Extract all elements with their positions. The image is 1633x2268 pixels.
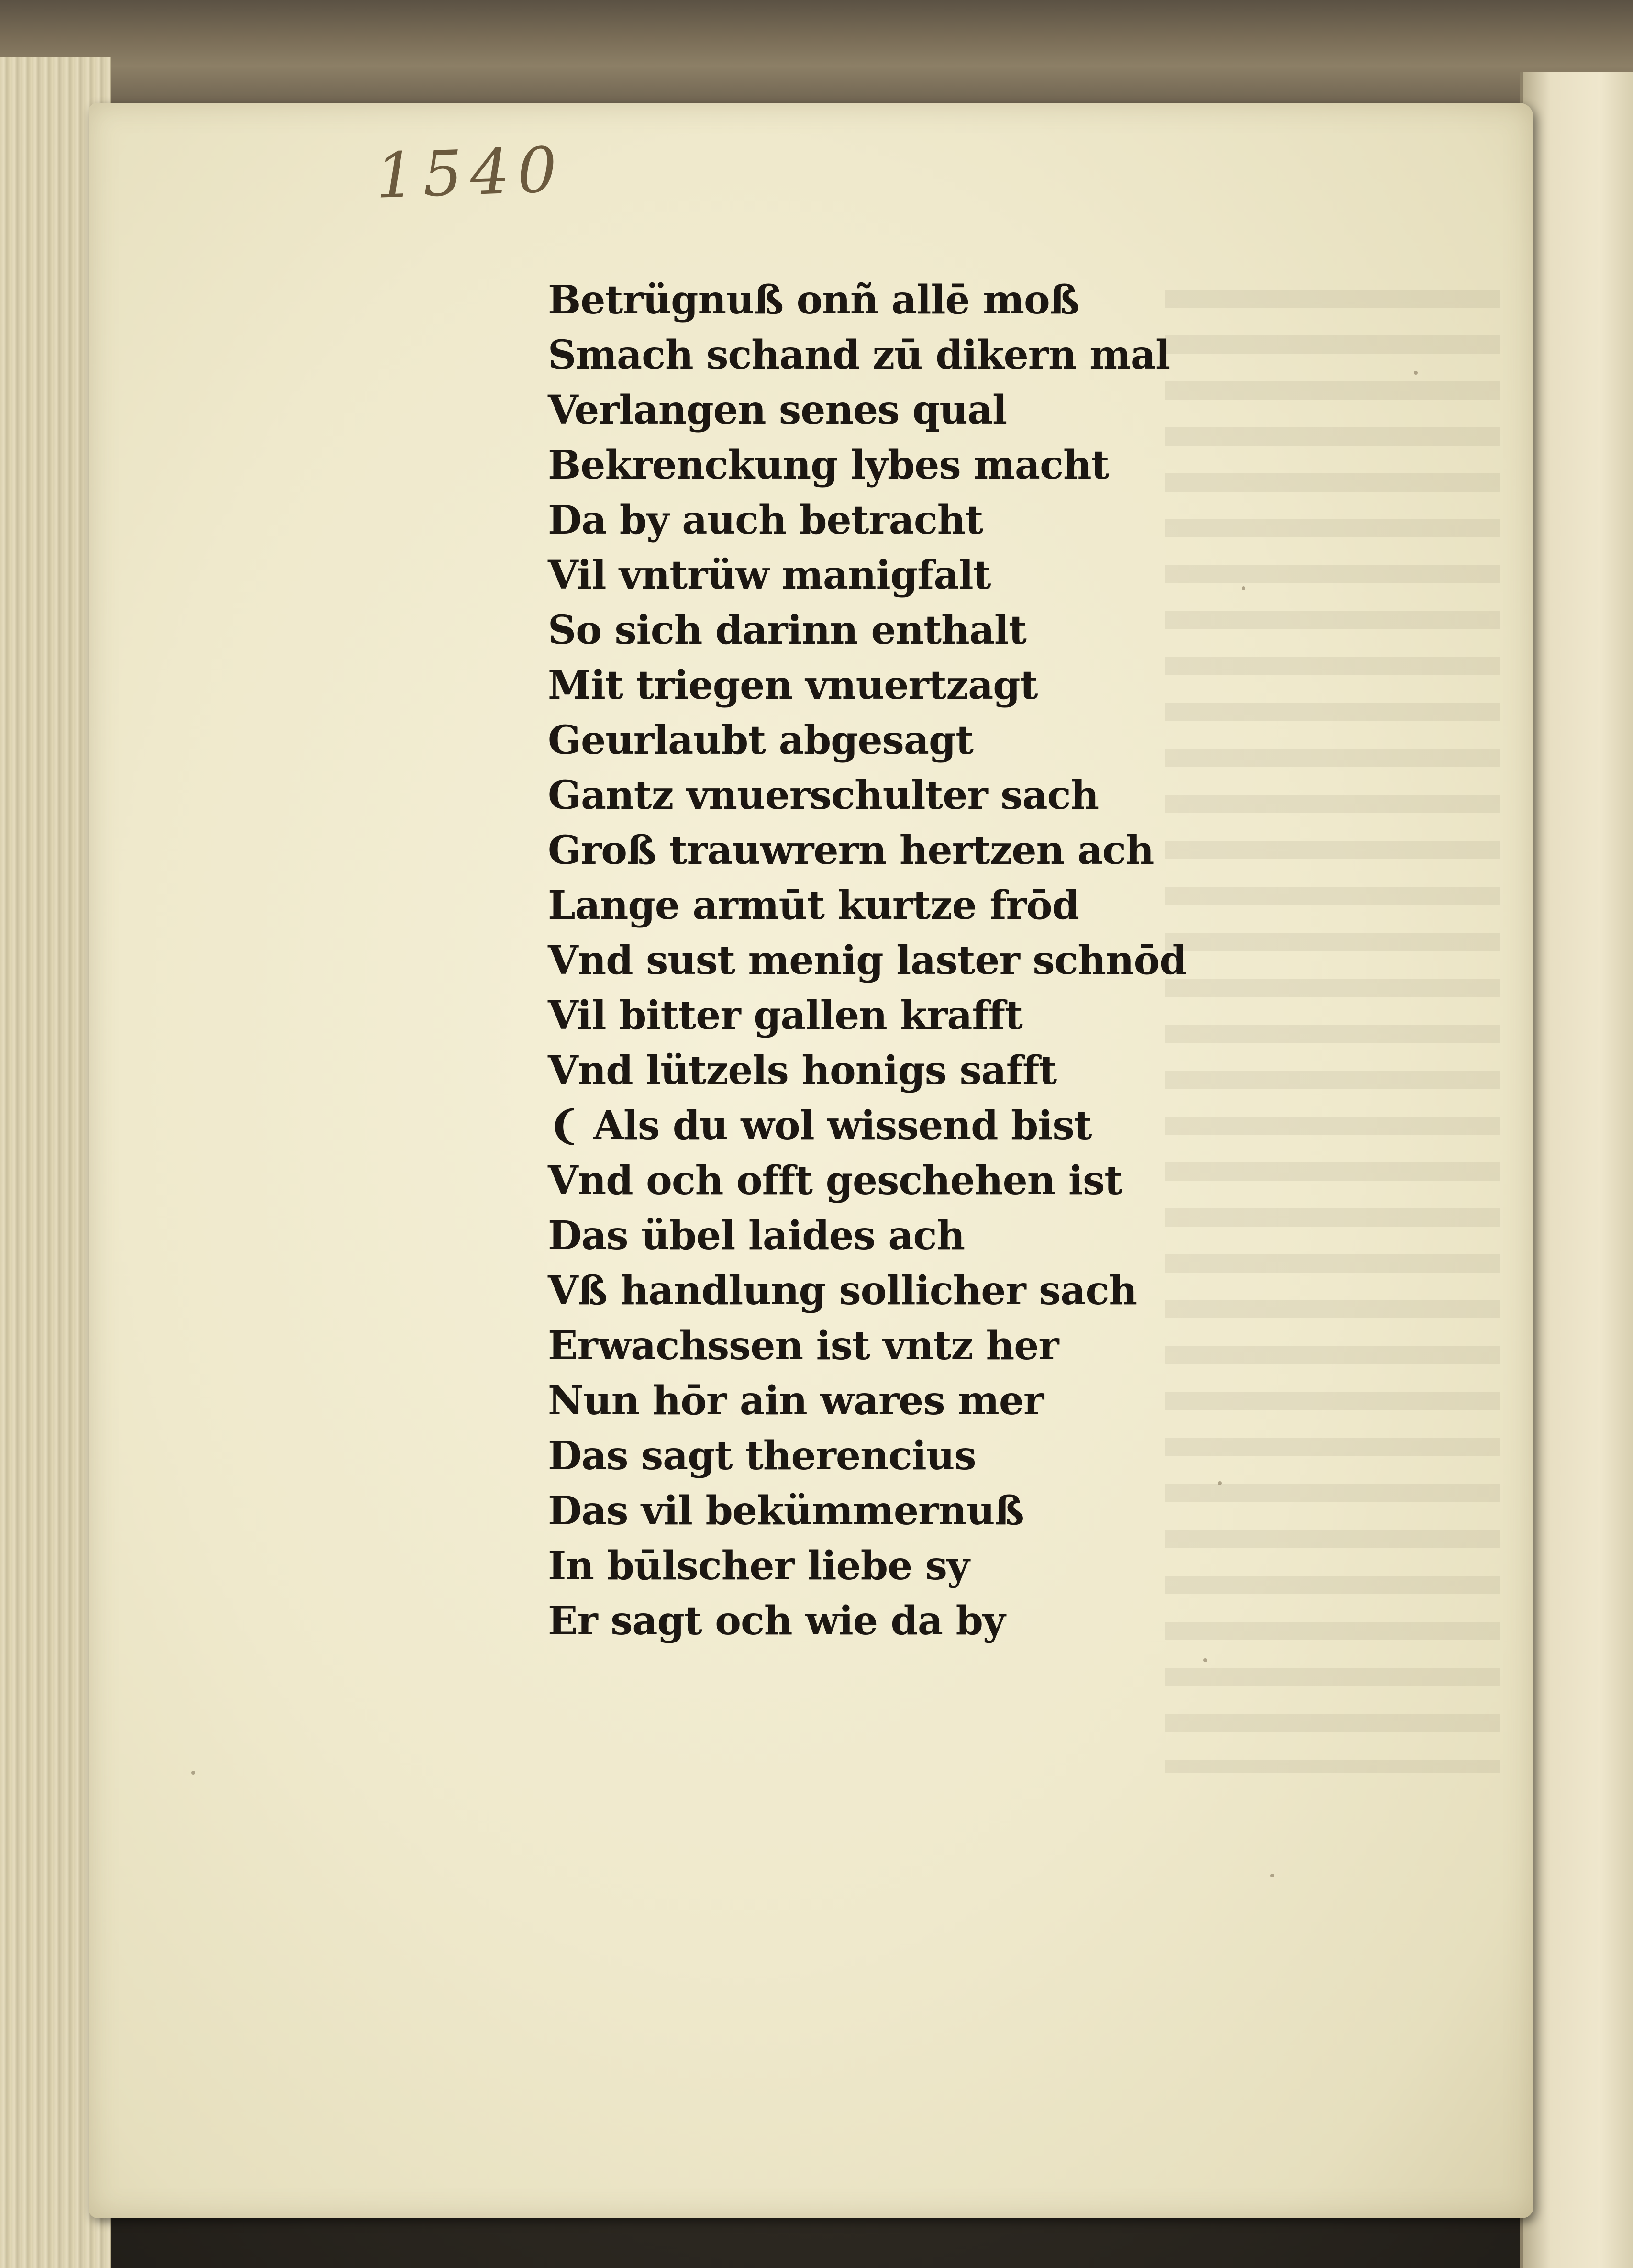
verse-line: ❨ Als du wol wissend bist [548, 1103, 1092, 1149]
verse-line: In būlscher liebe sy [548, 1543, 969, 1589]
verse-line: Vil bitter gallen krafft [548, 993, 1022, 1039]
verse-line: Vnd lützels honigs safft [548, 1048, 1057, 1094]
verse-text-block [548, 273, 1187, 1649]
binding-top-edge [0, 0, 1633, 110]
paper-speck [1414, 371, 1418, 375]
verse-line: Nun hōr ain wares mer [548, 1378, 1044, 1424]
verse-line: Lange armūt kurtze frōd [548, 883, 1079, 928]
verse-line: Betrügnuß onñ allē moß [548, 277, 1079, 323]
verse-line: Mit triegen vnuertzagt [548, 662, 1038, 708]
verse-line: Smach schand zū dikern mal [548, 332, 1170, 378]
paper-speck [1270, 1874, 1274, 1877]
right-facing-leaf [1520, 72, 1633, 2268]
page-leaf [89, 103, 1533, 2218]
verse-line: Vnd och offt geschehen ist [548, 1158, 1122, 1204]
verse-line: Vß handlung sollicher sach [548, 1268, 1137, 1314]
verse-line: Das sagt therencius [548, 1433, 976, 1479]
verse-line: Da by auch betracht [548, 497, 983, 543]
paper-speck [191, 1771, 195, 1775]
verse-line: Erwachssen ist vntz her [548, 1323, 1059, 1369]
verse-line: Das übel laides ach [548, 1213, 965, 1259]
handwritten-date-annotation: 1540 [374, 133, 566, 212]
paper-speck [1242, 586, 1245, 590]
verse-line: Er sagt och wie da by [548, 1598, 1005, 1644]
verse-line: Bekrenckung lybes macht [548, 442, 1109, 488]
verse-line: Vnd sust menig laster schnōd [548, 938, 1187, 983]
verse-line: Gantz vnuerschulter sach [548, 772, 1099, 818]
verse-line: Vil vntrüw manigfalt [548, 552, 991, 598]
verse-line: Geurlaubt abgesagt [548, 717, 974, 763]
verse-line: So sich darinn enthalt [548, 607, 1026, 653]
verse-line: Groß trauwrern hertzen ach [548, 827, 1154, 873]
verse-line: Verlangen senes qual [548, 387, 1007, 433]
verso-show-through [1165, 290, 1500, 1773]
paper-speck [1203, 1658, 1207, 1662]
paper-speck [1218, 1481, 1222, 1485]
verse-line: Das vil bekümmernuß [548, 1488, 1024, 1534]
